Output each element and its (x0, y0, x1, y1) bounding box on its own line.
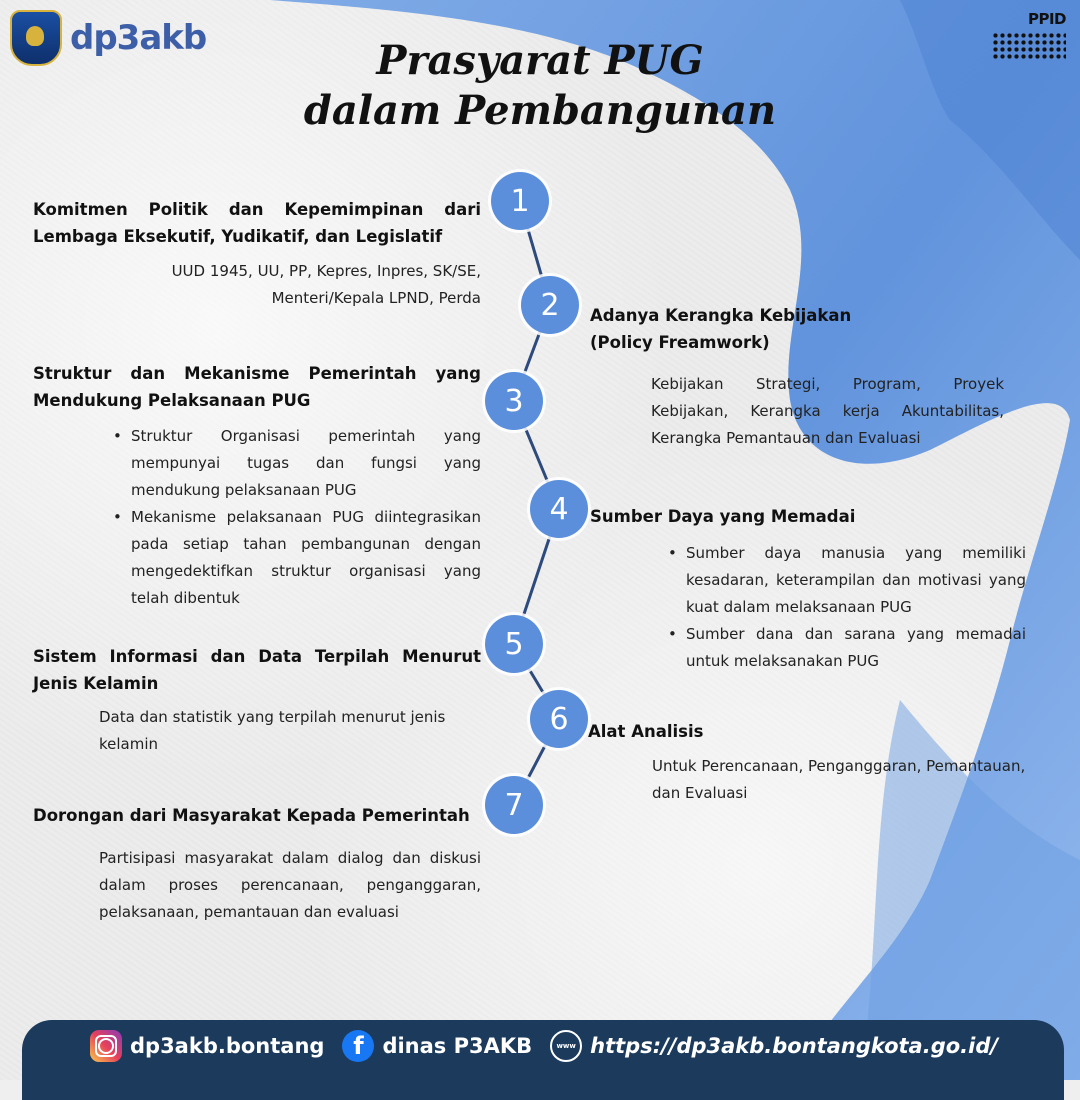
step-6-heading: Alat Analisis (588, 722, 704, 741)
instagram-link[interactable] (90, 1030, 324, 1062)
step-2-heading (590, 302, 910, 356)
step-5-text-line-1: Data dan statistik yang terpilah menurut jenis (99, 708, 446, 726)
step-7-heading: Dorongan dari Masyarakat Kepada Pemerintah (33, 806, 470, 825)
step-6-text-line-1: Untuk Perencanaan, Penganggaran, Pemantauan, (652, 757, 1026, 775)
list-item: • Sumber dana dan sarana yang memadai untuk melaksanakan PUG (666, 621, 1026, 675)
list-item: • Struktur Organisasi pemerintah yang mempunyai tugas dan fungsi yang mendukung pelaksanaan PUG (111, 423, 481, 504)
title-line-1: Prasyarat PUG (376, 37, 704, 84)
facebook-link[interactable] (342, 1030, 532, 1062)
step-2-heading-line-1: Adanya Kerangka Kebijakan (590, 306, 852, 325)
step-6-text (652, 753, 1062, 807)
step-1-text-line-2: Menteri/Kepala LPND, Perda (271, 289, 481, 307)
step-7-badge: 7 (485, 776, 543, 834)
step-3-bullets (111, 423, 481, 612)
step-5-heading-line-1: Sistem Informasi dan Data Terpilah Menurut (33, 647, 481, 666)
instagram-handle: dp3akb.bontang (130, 1034, 325, 1058)
step-4-badge: 4 (530, 480, 588, 538)
brand-text: dp3akb (70, 18, 207, 58)
step-1-heading-line-1: Komitmen Politik dan Kepemimpinan dari (33, 200, 481, 219)
step-6-badge: 6 (530, 690, 588, 748)
website-url: https://dp3akb.bontangkota.go.id/ (590, 1034, 999, 1058)
step-2-text-line-2: Kebijakan, Kerangka kerja Akuntabilitas, (651, 402, 1004, 420)
step-7-text (99, 845, 481, 926)
ppid-label: PPID (1027, 10, 1066, 28)
globe-icon: www (550, 1030, 582, 1062)
step-4-heading: Sumber Daya yang Memadai (590, 507, 856, 526)
step-5-text (99, 704, 481, 758)
step-2-heading-line-2: (Policy Freamwork) (590, 333, 770, 352)
list-item: • Mekanisme pelaksanaan PUG diintegrasikan pada setiap tahan pembangunan dengan mengedektifkan struktur organisasi yang telah dibentuk (111, 504, 481, 612)
step-3-heading-line-1: Struktur dan Mekanisme Pemerintah yang (33, 364, 481, 383)
step-2-text-line-3: Kerangka Pemantauan dan Evaluasi (651, 429, 921, 447)
facebook-handle: dinas P3AKB (382, 1034, 533, 1058)
list-item: • Sumber daya manusia yang memiliki kesadaran, keterampilan dan motivasi yang kuat dalam melaksanaan PUG (666, 540, 1026, 621)
step-1-badge: 1 (491, 172, 549, 230)
step-1-heading-line-2: Lembaga Eksekutif, Yudikatif, dan Legislatif (33, 227, 443, 246)
step-5-badge: 5 (485, 615, 543, 673)
step-1-text (100, 258, 481, 312)
step-5-text-line-2: kelamin (99, 735, 159, 753)
step-1-heading (33, 196, 481, 250)
step-3-heading (33, 360, 481, 414)
website-link[interactable] (550, 1030, 998, 1062)
title-line-2: dalam Pembangunan (303, 87, 777, 134)
step-1-text-line-1: UUD 1945, UU, PP, Kepres, Inpres, SK/SE, (171, 262, 481, 280)
instagram-icon (90, 1030, 122, 1062)
step-6-text-line-2: dan Evaluasi (652, 784, 748, 802)
step-7-text-line-3: pelaksanaan, pemantauan dan evaluasi (99, 903, 399, 921)
step-5-heading (33, 643, 481, 697)
step-7-text-line-1: Partisipasi masyarakat dalam dialog dan diskusi (99, 849, 481, 867)
facebook-icon: f (342, 1030, 374, 1062)
step-4-bullets (666, 540, 1026, 675)
footer-bar (22, 1020, 1064, 1100)
step-3-heading-line-2: Mendukung Pelaksanaan PUG (33, 391, 311, 410)
step-7-text-line-2: dalam proses perencanaan, penganggaran, (99, 876, 481, 894)
step-3-badge: 3 (485, 372, 543, 430)
step-5-heading-line-2: Jenis Kelamin (33, 674, 159, 693)
step-2-badge: 2 (521, 276, 579, 334)
step-2-text (651, 371, 1004, 452)
step-2-text-line-1: Kebijakan Strategi, Program, Proyek (651, 375, 1004, 393)
